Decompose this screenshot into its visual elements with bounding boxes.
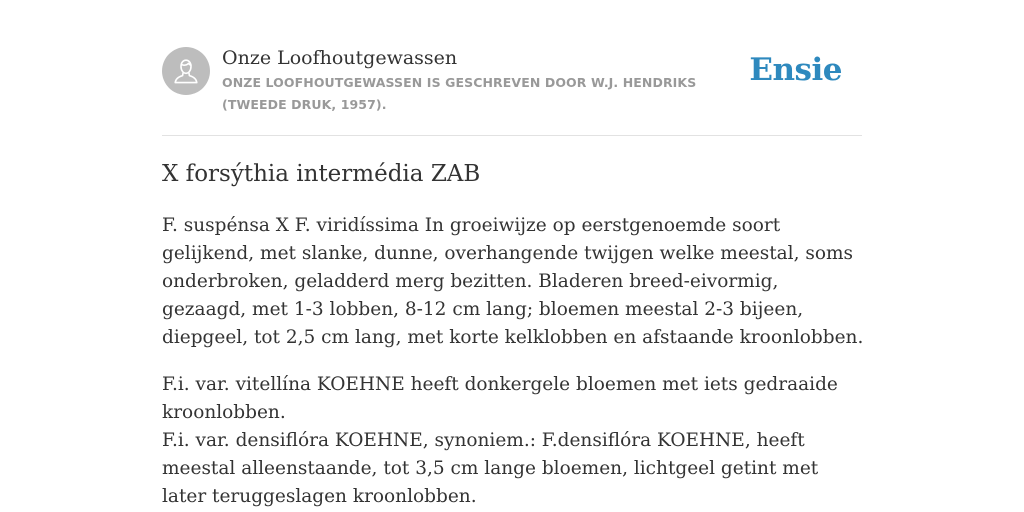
source-title[interactable]: Onze Loofhoutgewassen bbox=[222, 47, 458, 69]
entry-paragraph-variety-list bbox=[162, 371, 867, 511]
variety-vitellina-text: F.i. var. vitellína KOEHNE heeft donkergele bloemen met iets gedraaide kroonlobben. bbox=[162, 374, 838, 423]
entry-title: X forsýthia intermédia ZAB bbox=[162, 161, 481, 187]
variety-densiflora-text: F.i. var. densiflóra KOEHNE, synoniem.: F.densiflóra KOEHNE, heeft meestal alleenstaande, tot 3,5 cm lange bloemen, lichtgeel getint met later teruggeslagen kroonlobben. bbox=[162, 430, 819, 507]
source-avatar[interactable] bbox=[162, 47, 210, 95]
person-placeholder-icon bbox=[162, 47, 210, 95]
ensie-logo[interactable]: Ensie bbox=[749, 52, 842, 88]
source-description: ONZE LOOFHOUTGEWASSEN IS GESCHREVEN DOOR W.J. HENDRIKS (TWEEDE DRUK, 1957). bbox=[222, 75, 697, 112]
source-header bbox=[162, 46, 862, 136]
entry-paragraph: F. suspénsa X F. viridíssima In groeiwijze op eerstgenoemde soort gelijkend, met slanke, dunne, overhangende twijgen welke meestal, soms onderbroken, geladderd merg bezitten. Bladeren breed-eivormig, gezaagd, met 1-3 lobben, 8-12 cm lang; bloemen meestal 2-3 bijeen, diepgeel, tot 2,5 cm lang, met korte kelklobben en afstaande kroonlobben. bbox=[162, 215, 864, 348]
entry-content bbox=[162, 158, 867, 511]
